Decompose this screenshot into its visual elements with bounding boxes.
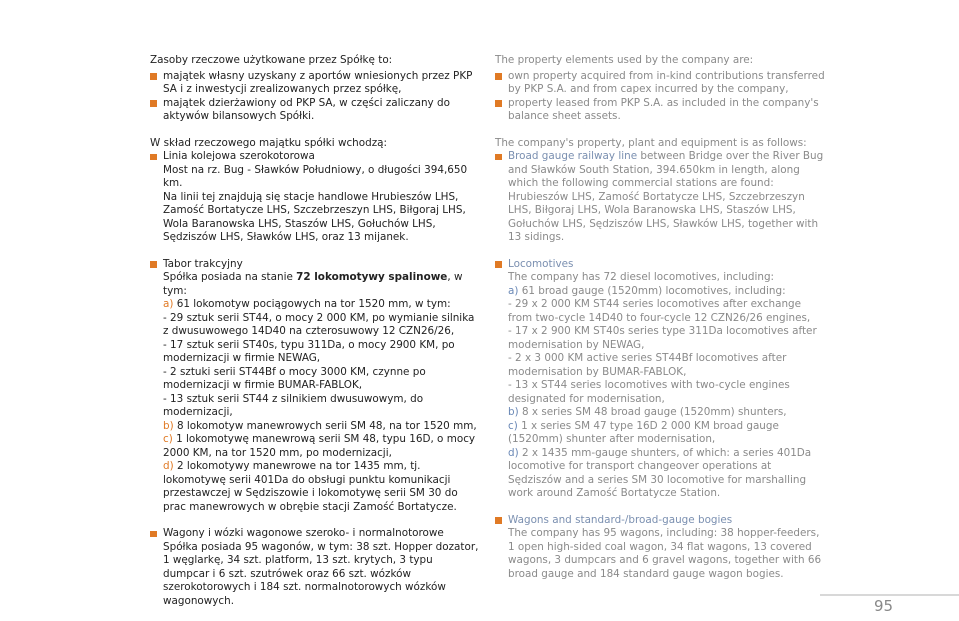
en-line-section bbox=[495, 150, 825, 245]
pl-rolling-section bbox=[150, 258, 480, 515]
pl-item-b: b) 8 lokomotyw manewrowych serii SM 48, na tor 1520 mm, bbox=[163, 419, 477, 432]
list-item: property leased from PKP S.A. as included in the company's balance sheet assets. bbox=[495, 97, 825, 124]
pl-wagons-title: Wagony i wózki wagonowe szeroko- i normalnotorowe bbox=[163, 527, 444, 539]
page-divider bbox=[820, 594, 959, 596]
list-item: own property acquired from in-kind contributions transferred by PKP S.A. and from capex incurred by the company, bbox=[495, 70, 825, 97]
pl-wagons-section bbox=[150, 527, 480, 608]
pl-item-a: a) 61 lokomotyw pociągowych na tor 1520 mm, w tym: bbox=[163, 298, 451, 310]
pl-line-section bbox=[150, 150, 480, 245]
en-loco-title: Locomotives bbox=[508, 257, 574, 270]
pl-intro-list bbox=[150, 70, 480, 124]
en-loco-intro: The company has 72 diesel locomotives, including: bbox=[508, 271, 775, 283]
list-item: majątek dzierżawiony od PKP SA, w części zaliczany do aktywów bilansowych Spółki. bbox=[150, 97, 480, 124]
square-bullet-icon bbox=[150, 100, 157, 107]
pl-a-sub-1: - 29 sztuk serii ST44, o mocy 2 000 KM, po wymianie silnika z dwusuwowego 14D40 na czterosuwowy 12 CZN26/26, bbox=[163, 311, 475, 337]
en-intro: The property elements used by the company are: bbox=[495, 54, 754, 66]
en-item-b: b) 8 x series SM 48 broad gauge (1520mm) shunters, bbox=[508, 406, 787, 418]
en-item-c: c) 1 x series SM 47 type 16D 2 000 KM broad gauge (1520mm) shunter after modernisation, bbox=[508, 419, 779, 445]
pl-composition: W skład rzeczowego majątku spółki wchodzą: bbox=[150, 136, 388, 149]
en-wagons-section bbox=[495, 514, 825, 582]
square-bullet-icon bbox=[495, 517, 502, 524]
square-bullet-icon bbox=[150, 531, 157, 538]
pl-intro: Zasoby rzeczowe użytkowane przez Spółkę to: bbox=[150, 54, 393, 66]
square-bullet-icon bbox=[495, 73, 502, 80]
en-a-sub-3: - 2 x 3 000 KM active series ST44Bf locomotives after modernisation by BUMAR-FABLOK, bbox=[508, 352, 787, 378]
en-a-sub-1: - 29 x 2 000 KM ST44 series locomotives after exchange from two-cycle 14D40 to four-cycle 12 CZN26/26 engines, bbox=[508, 298, 811, 324]
square-bullet-icon bbox=[150, 154, 157, 161]
pl-line-title: Linia kolejowa szerokotorowa bbox=[163, 150, 315, 162]
en-a-sub-4: - 13 x ST44 series locomotives with two-cycle engines designated for modernisation, bbox=[508, 379, 790, 405]
pl-line-text-1: Most na rz. Bug - Sławków Południowy, o długości 394,650 km. bbox=[163, 163, 468, 189]
list-item: majątek własny uzyskany z aportów wniesionych przez PKP SA i z inwestycji zrealizowanych przez spółkę, bbox=[150, 70, 480, 97]
en-wagons-text: The company has 95 wagons, including: 38 hopper-feeders, 1 open high-sided coal wagon, 34 flat wagons, 13 covered wagons, 3 dumpcars and 6 gravel wagons, together with 66 broad gauge and 184 standard gauge wagon bogies. bbox=[508, 527, 822, 580]
pl-rolling-title: Tabor trakcyjny bbox=[163, 257, 243, 270]
en-item-a: a) 61 broad gauge (1520mm) locomotives, including: bbox=[508, 284, 786, 297]
en-wagons-title: Wagons and standard-/broad-gauge bogies bbox=[508, 513, 733, 526]
square-bullet-icon bbox=[495, 261, 502, 268]
square-bullet-icon bbox=[150, 73, 157, 80]
pl-wagons-text: Spółka posiada 95 wagonów, w tym: 38 szt. Hopper dozator, 1 węglarkę, 34 szt. platform, 13 szt. krytych, 3 typu dumpcar i 6 szt. szutrówek oraz 66 szt. wózków szerokotorowych i 184 szt. normalnotorowych wózków wagonowych. bbox=[163, 540, 479, 607]
square-bullet-icon bbox=[495, 100, 502, 107]
pl-a-sub-3: - 2 sztuki serii ST44Bf o mocy 3000 KM, czynne po modernizacji w firmie BUMAR-FABLOK, bbox=[163, 365, 426, 391]
page-number: 95 bbox=[874, 597, 894, 615]
en-loco-section bbox=[495, 258, 825, 501]
square-bullet-icon bbox=[495, 154, 502, 161]
en-composition: The company's property, plant and equipment is as follows: bbox=[495, 136, 807, 149]
polish-column bbox=[150, 54, 480, 621]
en-intro-list bbox=[495, 70, 825, 124]
pl-rolling-intro: Spółka posiada na stanie 72 lokomotywy spalinowe, w tym: bbox=[163, 271, 463, 297]
english-column bbox=[495, 54, 825, 594]
square-bullet-icon bbox=[150, 261, 157, 268]
en-a-sub-2: - 17 x 2 900 KM ST40s series type 311Da locomotives after modernisation by NEWAG, bbox=[508, 325, 817, 351]
en-item-d: d) 2 x 1435 mm-gauge shunters, of which: a series 401Da locomotive for transport changeover operations at Sędziszów and a series SM 30 locomotive for marshalling work around Zamość Bortatycze Station. bbox=[508, 446, 812, 499]
pl-item-c: c) 1 lokomotywę manewrową serii SM 48, typu 16D, o mocy 2000 KM, na tor 1520 mm, po modernizacji, bbox=[163, 433, 476, 459]
en-line-text: Broad gauge railway line between Bridge over the River Bug and Sławków South Station, 394.650km in length, along which the following commercial stations are found: Hrubieszów LHS, Zamość Bortatycze LHS, Szczebrzeszyn LHS, Biłgoraj LHS, Wola Baranowska LHS, Staszów LHS, Gołuchów LHS, Sędziszów LHS, Sławków LHS, together with 13 sidings. bbox=[508, 150, 824, 243]
pl-line-text-2: Na linii tej znajdują się stacje handlowe Hrubieszów LHS, Zamość Bortatycze LHS, Szczebrzeszyn LHS, Biłgoraj LHS, Wola Baranowska LHS, Staszów LHS, Gołuchów LHS, Sędziszów LHS, Sławków LHS, oraz 13 mijanek. bbox=[163, 190, 466, 243]
pl-item-d: d) 2 lokomotywy manewrowe na tor 1435 mm, tj. lokomotywę serii 401Da do obsługi punktu komunikacji przestawczej w Sędziszowie i lokomotywę serii SM 30 do prac manewrowych w obrębie stacji Zamość Bortatycze. bbox=[163, 460, 458, 513]
pl-a-sub-2: - 17 sztuk serii ST40s, typu 311Da, o mocy 2900 KM, po modernizacji w firmie NEWAG, bbox=[163, 338, 455, 364]
pl-a-sub-4: - 13 sztuk serii ST44 z silnikiem dwusuwowym, do modernizacji, bbox=[163, 392, 424, 418]
